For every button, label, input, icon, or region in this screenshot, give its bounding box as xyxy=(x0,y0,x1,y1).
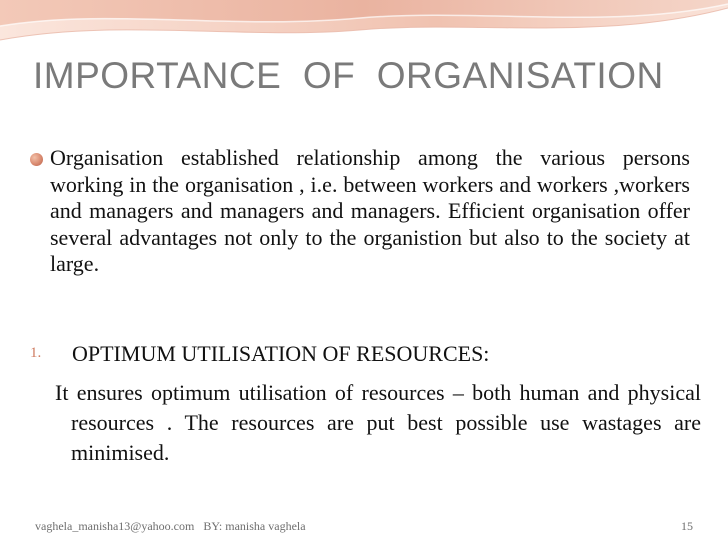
page-number: 15 xyxy=(681,519,693,533)
numbered-heading: OPTIMUM UTILISATION OF RESOURCES: xyxy=(72,341,490,366)
bullet-text: Organisation established relationship among the various persons working in the organisation , i.e. between workers and workers ,workers and managers and managers and managers. Efficient organisation offer several advantages not only to the organistion but also to the society at large. xyxy=(50,145,690,276)
decorative-ribbon xyxy=(0,0,728,60)
bullet-item xyxy=(30,145,690,278)
footer xyxy=(35,519,306,534)
round-bullet-icon xyxy=(30,153,43,166)
footer-email: vaghela_manisha13@yahoo.com xyxy=(35,519,195,533)
numbered-item xyxy=(30,340,690,368)
slide-title: IMPORTANCE OF ORGANISATION xyxy=(33,55,664,96)
list-number: 1. xyxy=(30,345,42,361)
numbered-item-text: It ensures optimum utilisation of resources – both human and physical resources . The resources are put best possible use wastages are minimised. xyxy=(55,380,701,465)
footer-author: BY: manisha vaghela xyxy=(203,519,306,533)
